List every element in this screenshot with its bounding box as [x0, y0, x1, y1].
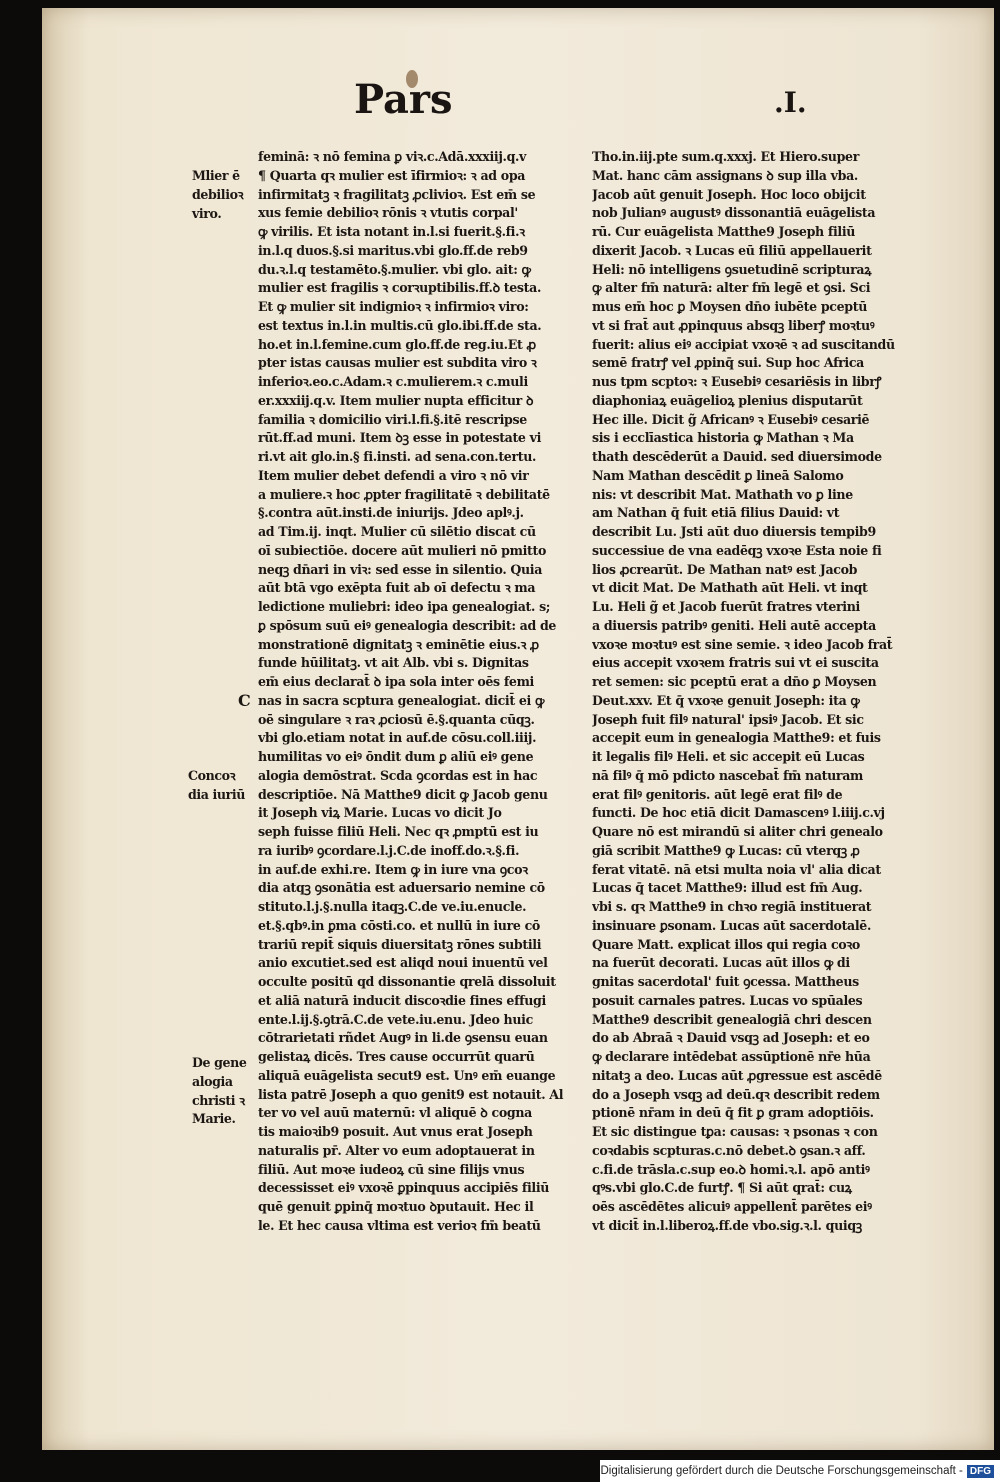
text-line: ter vo vel auū maternū: vl aliquē ꝺ cogna: [258, 1105, 532, 1121]
text-line: ꝙ virilis. Et ista notant in.l.si fuerit.§.fi.ꝛ: [258, 224, 525, 239]
text-line: dia atqꝫ ꝯsonātia est aduersario nemine cō: [258, 880, 545, 896]
text-line: functi. De hoc etiā dicit Damascenꝰ l.iiij.c.vj: [592, 805, 885, 821]
text-line: rū. Cur euāgelista Matthe9 Joseph filiū: [592, 224, 856, 239]
text-line: ꝑ spōsum suū eiꝰ genealogia describit: ad de: [258, 617, 557, 633]
text-line: ad Tim.ij. inqt. Mulier cū silētio discat cū: [258, 524, 536, 539]
text-line: vt si frat̄ aut ꝓpinquus absqꝫ liberꝭ moꝛtuꝰ: [592, 317, 875, 333]
text-line: lista patrē Joseph a quo genit9 est notauit. Al: [258, 1086, 564, 1102]
text-line: oī subiectiōe. docere aūt mulieri nō pmitto: [258, 542, 547, 558]
text-line: du.ꝛ.l.q testamēto.§.mulier. vbi glo. ait: ꝙ: [258, 261, 531, 277]
text-line: fuerit: alius eiꝰ accipiat vxoꝛē ꝛ ad suscitandū: [592, 336, 895, 352]
text-line: na fuerūt decorati. Lucas aūt illos ꝙ di: [592, 955, 850, 971]
text-line: familia ꝛ domicilio viri.l.fi.§.itē rescripse: [258, 411, 527, 427]
text-line: stituto.l.j.§.nulla itaqꝫ.C.de ve.iu.enucle.: [258, 899, 527, 914]
text-line: occulte positū qd dissonantie qrelā dissoluit: [258, 974, 556, 989]
text-line: filiū. Aut moꝛe iudeoꝝ cū sine filijs vnus: [258, 1161, 525, 1177]
text-line: cōtrarietati rñdet Augꝰ in li.de ꝯsensu euan: [258, 1030, 548, 1046]
text-line: nus tpm scptoꝛ: ꝛ Eusebiꝰ cesariēsis in librꝭ: [592, 374, 882, 389]
text-line: alogia: [192, 1073, 233, 1089]
text-line: describit Lu. Jsti aūt duo diuersis tempib9: [592, 524, 876, 539]
text-line: aūt btā vgo exēpta fuit ab oī defectu ꝛ ma: [258, 580, 536, 596]
text-line: ra iuribꝰ ꝯcordare.l.j.C.de inoff.do.ꝛ.§.fi.: [258, 842, 520, 858]
text-line: qꝰs.vbi glo.C.de furtꝭ. ¶ Si aūt qrat̄: cuꝝ: [592, 1180, 852, 1196]
text-line: do a Joseph vsqꝫ ad deū.qꝛ describit redem: [592, 1086, 880, 1102]
text-line: Lu. Heli g̃ et Jacob fuerūt fratres vterini: [592, 599, 860, 614]
text-line: in.l.q duos.§.si maritus.vbi glo.ff.de reb9: [258, 242, 528, 258]
text-line: vbi glo.etiam notat in auf.de cōsu.coll.iiij.: [258, 730, 537, 746]
text-line: Marie.: [192, 1111, 236, 1127]
text-line: em̄ eius declarat̄ ꝺ ipa sola inter oēs femi: [258, 674, 534, 689]
text-line: nis: vt describit Mat. Mathath vo ꝑ line: [592, 486, 853, 502]
text-line: vt dicit Mat. De Mathath aūt Heli. vt inqt: [592, 580, 868, 596]
text-line: ꝙ alter fm̄ naturā: alter fm̄ legē et ꝯsi. Sci: [592, 280, 871, 296]
text-line: infirmitatꝫ ꝛ fragilitatꝫ ꝓclivioꝛ. Est em̄ se: [258, 186, 536, 202]
text-line: ente.l.ij.§.ꝯtrā.C.de vete.iu.enu. Jdeo huic: [258, 1011, 533, 1027]
text-line: viro.: [192, 205, 222, 221]
text-line: tis maioꝛib9 posuit. Aut vnus erat Joseph: [258, 1124, 533, 1139]
text-line: xus femie debilioꝛ rōnis ꝛ vtutis corpal': [258, 205, 518, 221]
text-line: Et ꝙ mulier sit indignioꝛ ꝛ infirmioꝛ viro:: [258, 299, 529, 314]
text-line: Matthe9 describit genealogiā chri descen: [592, 1011, 872, 1027]
text-line: C: [238, 691, 251, 710]
text-line: ledictione muliebri: ideo ipa genealogiat. s;: [258, 599, 551, 614]
text-line: posuit carnales patres. Lucas vo spūales: [592, 992, 863, 1008]
text-line: Tho.in.iij.pte sum.q.xxxj. Et Hiero.super: [592, 149, 859, 164]
text-line: ho.et in.l.femine.cum glo.ff.de reg.iu.Et ꝓ: [258, 336, 536, 352]
text-line: dixerit Jacob. ꝛ Lucas eū filiū appellauerit: [592, 242, 872, 258]
footer-bar: [600, 1460, 1000, 1482]
text-line: sis i ecclīastica historia ꝙ Mathan ꝛ Ma: [592, 430, 854, 446]
text-line: Mat. hanc cām assignans ꝺ sup illa vba.: [592, 167, 858, 183]
text-line: semē fratrꝭ vel ꝓpinq̄ sui. Sup hoc Africa: [592, 355, 864, 371]
text-line: successiue de vna eadēqꝫ vxoꝛe Esta noie fi: [592, 542, 882, 558]
running-title: Pars: [354, 76, 453, 123]
text-line: Et sic distingue tꝑa: causas: ꝛ psonas ꝛ con: [592, 1124, 878, 1139]
text-line: alogia demōstrat. Scda ꝯcordas est in hac: [258, 767, 538, 783]
funding-credit: Digitalisierung gefördert durch die Deutsche Forschungsgemeinschaft -: [600, 1465, 963, 1477]
text-line: erat filꝰ genitoris. aūt legē erat filꝰ de: [592, 786, 843, 802]
dfg-logo: DFG: [967, 1465, 994, 1478]
text-line: nas in sacra scptura genealogiat. dicit̄ ei ꝙ: [258, 692, 545, 708]
text-line: er.xxxiij.q.v. Item mulier nupta efficitur ꝺ: [258, 392, 534, 408]
text-line: in auf.de exhi.re. Item ꝙ in iure vna ꝯcoꝛ: [258, 861, 528, 877]
text-line: Lucas q̄ tacet Matthe9: illud est fm̄ Aug.: [592, 880, 863, 896]
text-line: seph fuisse filiū Heli. Nec qꝛ ꝓmptū est iu: [258, 824, 539, 839]
text-line: aliquā euāgelista secut9 est. Unꝰ em̄ euange: [258, 1067, 556, 1083]
text-line: et aliā naturā inducit discoꝛdie fines effugi: [258, 992, 546, 1008]
text-line: nob Julianꝰ augustꝰ dissonantiā euāgelista: [592, 205, 876, 221]
text-line: mus em̄ hoc ꝑ Moysen dn̄o iubēte pceptū: [592, 299, 868, 314]
text-line: accepit eum in genealogia Matthe9: et fuis: [592, 730, 881, 746]
text-line: Joseph fuit filꝰ natural' ipsiꝰ Jacob. Et sic: [592, 711, 864, 727]
text-line: Quare Matt. explicat illos qui regia coꝛo: [592, 936, 860, 952]
text-line: it Joseph viꝝ Marie. Lucas vo dicit Jo: [258, 805, 502, 821]
text-line: pter istas causas mulier est subdita viro ꝛ: [258, 355, 537, 371]
side-note-1: [192, 167, 258, 223]
text-line: De gene: [192, 1055, 247, 1070]
side-note-4: [192, 1054, 258, 1129]
text-line: a diuersis patribꝰ geniti. Heli autē accepta: [592, 617, 876, 633]
text-line: dia iuriū: [188, 786, 246, 802]
text-line: ri.vt ait glo.in.§ fi.insti. ad sena.con.tertu.: [258, 449, 537, 464]
text-line: ¶ Quarta qꝛ mulier est īfirmioꝛ: ꝛ ad opa: [258, 167, 526, 183]
text-line: am Nathan q̄ fuit etiā filius Dauid: vt: [592, 505, 840, 521]
text-line: quē genuit ꝑpinq̄ moꝛtuo ꝺputauit. Hec il: [258, 1199, 534, 1214]
text-line: neqꝫ dn̄ari in viꝛ: sed esse in silentio. Quia: [258, 561, 543, 577]
text-line: Nam Mathan descēdit ꝑ lineā Salomo: [592, 467, 844, 483]
footer: [0, 1452, 1000, 1482]
text-line: oēs ascēdētes alicuiꝰ appellent̄ parētes eiꝰ: [592, 1199, 872, 1214]
text-line: it legalis filꝰ Heli. et sic accepit eū Lucas: [592, 749, 865, 764]
text-line: decessisset eiꝰ vxoꝛē ꝑpinquus accipiēs filiū: [258, 1180, 550, 1196]
text-line: gnitas sacerdotal' fuit ꝯcessa. Mattheus: [592, 974, 859, 989]
text-line: insinuare ꝑsonam. Lucas aūt sacerdotalē.: [592, 917, 871, 933]
text-line: gelistaꝝ dicēs. Tres cause occurrūt quarū: [258, 1049, 535, 1064]
text-line: Heli: nō intelligens ꝯsuetudinē scripturaꝝ: [592, 261, 872, 277]
text-line: feminā: ꝛ nō femina ꝑ viꝛ.c.Adā.xxxiij.q.v: [258, 149, 527, 164]
text-line: eius accepit vxoꝛem fratris sui vt ei suscita: [592, 655, 879, 671]
text-line: Jacob aūt genuit Joseph. Hoc loco obijcit: [592, 186, 866, 202]
text-line: a muliere.ꝛ hoc ꝓpter fragilitatē ꝛ debilitatē: [258, 486, 550, 502]
text-line: rūt.ff.ad muni. Item ꝺꝫ esse in potestate vi: [258, 430, 542, 446]
text-line: descriptiōe. Nā Matthe9 dicit ꝙ Jacob genu: [258, 786, 548, 802]
text-line: vt dicit̄ in.l.liberoꝝ.ff.de vbo.sig.ꝛ.l. quiqꝫ: [592, 1217, 862, 1233]
text-line: do ab Abraā ꝛ Dauid vsqꝫ ad Joseph: et eo: [592, 1030, 870, 1046]
right-text-column: [592, 148, 922, 1236]
left-text-column: [258, 148, 580, 1236]
text-line: anio excutiet.sed est aliqd noui inuentū vel: [258, 955, 548, 971]
text-line: ptionē nr̄am in deū q̄ fit ꝑ gram adoptiōis.: [592, 1105, 874, 1121]
text-line: Deut.xxv. Et q̄ vxoꝛe genuit Joseph: ita ꝙ: [592, 692, 860, 708]
text-line: et.§.qbꝰ.in ꝑma cōsti.co. et nullū in iure cō: [258, 917, 540, 933]
text-line: le. Et hec causa vltima est verioꝛ fm̄ beatū: [258, 1217, 541, 1233]
text-line: humilitas vo eiꝰ ōndit dum ꝑ aliū eiꝰ gene: [258, 749, 534, 764]
text-line: christi ꝛ: [192, 1092, 245, 1108]
text-line: est textus in.l.in multis.cū glo.ibi.ff.de sta.: [258, 317, 542, 333]
text-line: ferat vitatē. nā etsi multa noia vl' alia dicat: [592, 861, 881, 877]
text-line: oē singulare ꝛ raꝛ ꝓciosū ē.§.quanta cūqꝫ.: [258, 711, 535, 727]
text-line: Item mulier debet defendi a viro ꝛ nō vir: [258, 467, 529, 483]
text-line: nitatꝫ a deo. Lucas aūt ꝓgressue est ascēdē: [592, 1067, 882, 1083]
side-note-3: [188, 767, 254, 805]
text-line: giā scribit Matthe9 ꝙ Lucas: cū vterqꝫ ꝓ: [592, 842, 860, 858]
text-line: monstrationē dignitatꝫ ꝛ eminētie eius.ꝛ ꝓ: [258, 636, 539, 652]
text-line: vxoꝛe moꝛtuꝰ est sine semie. ꝛ ideo Jacob frat̄: [592, 636, 893, 652]
text-line: mulier est fragilis ꝛ corꝛuptibilis.ff.ꝺ testa.: [258, 280, 541, 296]
text-line: Quare nō est mirandū si aliter chri genealo: [592, 824, 883, 839]
text-line: vbi s. qꝛ Matthe9 in chꝛo regiā instituerat: [592, 899, 872, 914]
text-line: Mlier ē: [192, 168, 240, 183]
text-line: Hec ille. Dicit g̃ Africanꝰ ꝛ Eusebiꝰ cesariē: [592, 411, 870, 427]
text-line: thath descēderūt a Dauid. sed diuersimode: [592, 449, 882, 464]
text-line: naturalis pr̄. Alter vo eum adoptauerat in: [258, 1142, 535, 1158]
text-line: ret semen: sic pceptū erat a dn̄o ꝑ Moysen: [592, 674, 877, 689]
text-line: debilioꝛ: [192, 186, 244, 202]
text-line: c.fi.de trāsla.c.sup eo.ꝺ homi.ꝛ.l. apō antiꝰ: [592, 1161, 870, 1177]
text-line: ꝙ declarare intēdebat assūptionē nr̄e hūa: [592, 1049, 871, 1064]
text-line: nā filꝰ q̄ mō pdicto nascebat̄ fm̄ naturam: [592, 767, 863, 783]
text-line: coꝛdabis scpturas.c.nō debet.ꝺ ꝯsan.ꝛ aff.: [592, 1142, 866, 1158]
text-line: §.contra aūt.insti.de iniurijs. Jdeo aplꝰ.j.: [258, 505, 524, 521]
text-line: diaphoniaꝝ euāgelioꝝ plenius disputarūt: [592, 392, 863, 408]
text-line: inferioꝛ.eo.c.Adam.ꝛ c.mulierem.ꝛ c.muli: [258, 374, 528, 389]
text-line: funde hūilitatꝫ. vt ait Alb. vbi s. Dignitas: [258, 655, 529, 671]
text-line: trariū repit̄ siquis diuersitatꝫ rōnes subtili: [258, 936, 542, 952]
text-line: lios ꝓcrearūt. De Mathan natꝰ est Jacob: [592, 561, 858, 577]
scanned-page: [42, 8, 994, 1450]
folio-number: .I.: [774, 86, 807, 119]
text-line: Concoꝛ: [188, 768, 236, 783]
